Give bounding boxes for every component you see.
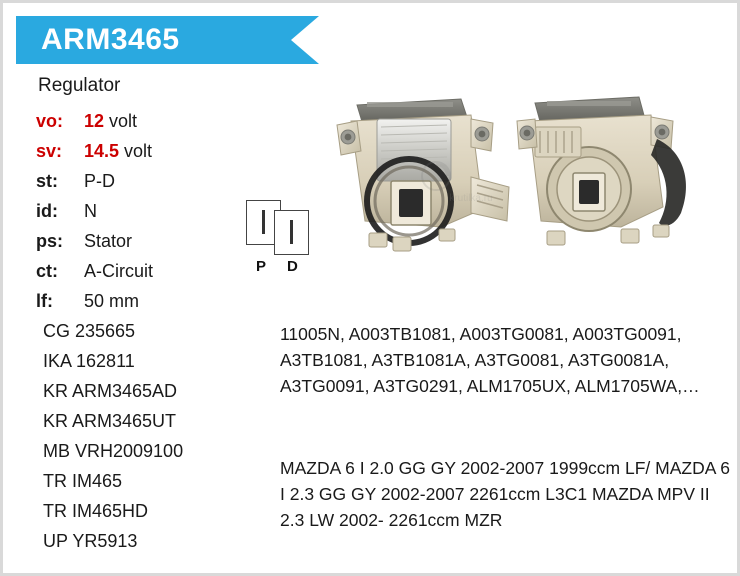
spec-value-sv-unit: volt <box>119 141 153 161</box>
cross-reference-list <box>43 321 263 561</box>
spec-key-ct: ct: <box>36 261 58 281</box>
spec-value-st: P-D <box>84 171 115 191</box>
spec-key-id: id: <box>36 201 58 221</box>
connector-pin-p <box>262 210 265 234</box>
list-item: KR ARM3465UT <box>43 411 177 431</box>
spec-key-lf: lf: <box>36 291 53 311</box>
regulator-rear-view <box>517 97 686 245</box>
connector-label-d: D <box>287 258 298 275</box>
spec-key-ps: ps: <box>36 231 63 251</box>
spec-value-vo-number: 12 <box>84 111 105 131</box>
spec-row <box>36 111 266 141</box>
spec-row <box>36 171 266 201</box>
spec-row <box>36 231 266 261</box>
spec-list <box>36 111 266 321</box>
list-item: TR IM465 <box>43 471 123 491</box>
spec-value-ct: A-Circuit <box>84 261 154 281</box>
spec-row <box>36 201 266 231</box>
spec-key-sv: sv: <box>36 141 63 161</box>
header-banner <box>16 16 336 64</box>
spec-value-vo-unit: volt <box>104 111 138 131</box>
product-type-label: Regulator <box>38 75 121 96</box>
spec-row <box>36 261 266 291</box>
connector-label-p: P <box>256 258 267 275</box>
watermark <box>416 159 526 219</box>
list-item: CG 235665 <box>43 321 136 341</box>
spec-key-vo: vo: <box>36 111 63 131</box>
spec-value-lf: 50 mm <box>84 291 140 311</box>
banner-arrow-shape <box>291 16 319 64</box>
list-item: IKA 162811 <box>43 351 135 371</box>
connector-pin-d <box>290 220 293 244</box>
watermark-text: krutilka.ru <box>449 193 493 204</box>
list-item: MB VRH2009100 <box>43 441 184 461</box>
product-images <box>321 81 721 301</box>
spec-value-sv <box>84 141 152 162</box>
spec-value-vo <box>84 111 137 132</box>
spec-row <box>36 291 266 321</box>
list-item: TR IM465HD <box>43 501 149 521</box>
spec-key-st: st: <box>36 171 58 191</box>
watermark-icon <box>416 159 526 193</box>
list-item: KR ARM3465AD <box>43 381 178 401</box>
list-item: UP YR5913 <box>43 531 138 551</box>
spec-value-id: N <box>84 201 97 221</box>
spec-value-sv-number: 14.5 <box>84 141 120 161</box>
applications-text: MAZDA 6 I 2.0 GG GY 2002-2007 1999ccm LF/ MAZDA 6 I 2.3 GG GY 2002-2007 2261ccm L3C1 MAZDA MPV II 2.3 LW 2002- 2261ccm MZR <box>280 458 731 530</box>
spec-value-ps: Stator <box>84 231 133 251</box>
page-title: ARM3465 <box>41 23 180 56</box>
oem-numbers-text: 11005N, A003TB1081, A003TG0081, A003TG0091, A3TB1081, A3TB1081A, A3TG0081, A3TG0081A, A3TG0091, A3TG0291, ALM1705UX, ALM1705WA,… <box>280 324 700 396</box>
spec-row <box>36 141 266 171</box>
connector-diagram <box>246 200 314 278</box>
